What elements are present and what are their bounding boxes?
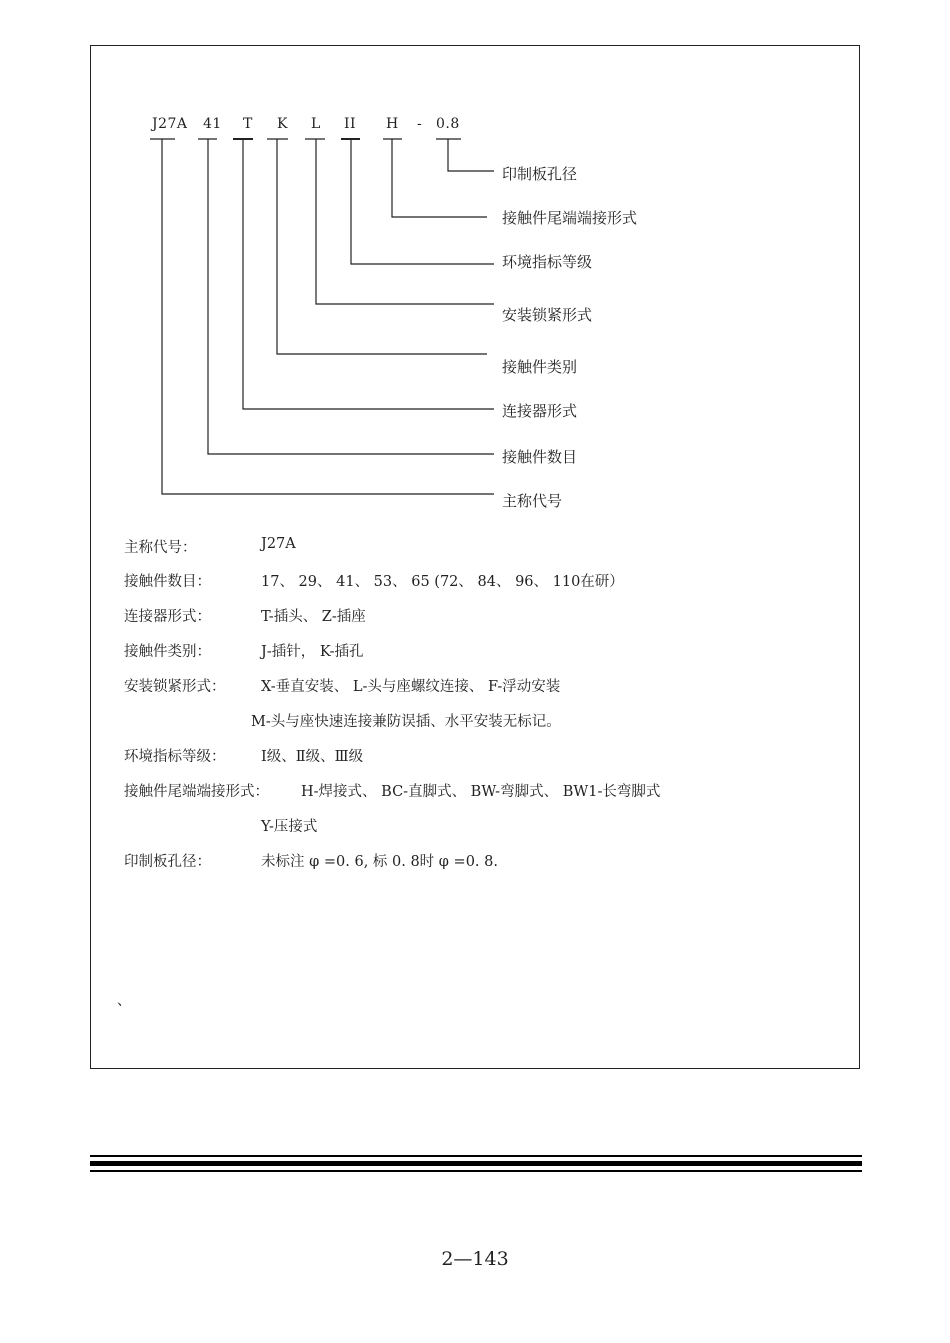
spec-value-env-grade: Ⅰ级、Ⅱ级、Ⅲ级 <box>261 749 364 765</box>
legend-contact-type: 接触件类别 <box>502 358 578 376</box>
legend-hole-diameter: 印制板孔径 <box>502 165 578 183</box>
footer-rule-top <box>90 1155 862 1157</box>
spec-key-contact-type: 接触件类别： <box>124 644 211 660</box>
code-contact-type: K <box>277 116 288 132</box>
spec-key-main-code: 主称代号： <box>124 540 197 556</box>
spec-key-env-grade: 环境指标等级： <box>124 749 226 765</box>
spec-value-contact-count: 17、 29、 41、 53、 65 (72、 84、 96、 110在研） <box>261 574 624 590</box>
legend-lock-form: 安装锁紧形式 <box>502 306 593 324</box>
code-main: J27A <box>152 116 188 132</box>
legend-env-grade: 环境指标等级 <box>502 253 593 271</box>
spec-value-termination-continued: Y-压接式 <box>261 819 318 835</box>
spec-value-contact-type: J-插针， K-插孔 <box>261 644 364 660</box>
spec-key-contact-count: 接触件数目： <box>124 574 211 590</box>
code-connector-form: T <box>243 116 253 132</box>
code-dash: - <box>417 116 423 132</box>
spec-value-lock-form-continued: M-头与座快速连接兼防误插、水平安装无标记。 <box>251 714 561 730</box>
spec-value-lock-form: X-垂直安装、 L-头与座螺纹连接、 F-浮动安装 <box>261 679 561 695</box>
spec-value-hole-diameter: 未标注 φ =0. 6, 标 0. 8时 φ =0. 8. <box>261 854 498 870</box>
spec-key-lock-form: 安装锁紧形式： <box>124 679 226 695</box>
spec-value-connector-form: T-插头、 Z-插座 <box>261 609 366 625</box>
footer-rule-bottom <box>90 1170 862 1172</box>
spec-key-connector-form: 连接器形式： <box>124 609 211 625</box>
code-hole-dia: 0.8 <box>436 116 460 132</box>
footer-rule-thick <box>90 1161 862 1166</box>
spec-key-termination: 接触件尾端端接形式： <box>124 784 269 800</box>
spec-value-termination: H-焊接式、 BC-直脚式、 BW-弯脚式、 BW1-长弯脚式 <box>301 784 661 800</box>
legend-contact-count: 接触件数目 <box>502 448 578 466</box>
legend-termination-form: 接触件尾端端接形式 <box>502 209 638 227</box>
spec-key-hole-diameter: 印制板孔径： <box>124 854 211 870</box>
legend-main-code: 主称代号 <box>502 492 563 510</box>
content-frame <box>90 45 860 1069</box>
code-contact-count: 41 <box>203 116 222 132</box>
code-env-grade: II <box>344 116 357 132</box>
code-termination: H <box>386 116 399 132</box>
legend-connector-form: 连接器形式 <box>502 402 578 420</box>
spec-value-main-code: J27A <box>261 536 296 552</box>
code-lock-form: L <box>311 116 321 132</box>
page-number: 2—143 <box>441 1248 509 1270</box>
stray-mark: 、 <box>117 993 131 1009</box>
